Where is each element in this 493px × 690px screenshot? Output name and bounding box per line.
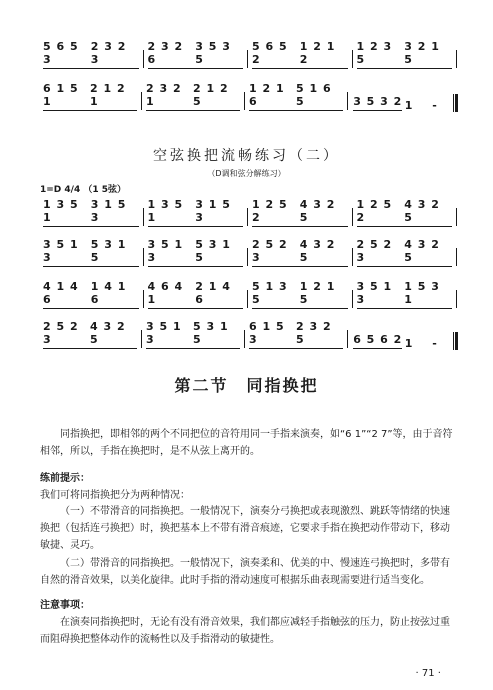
top-staff-row-2 (40, 82, 458, 112)
barline (141, 92, 142, 110)
intro-paragraph: 同指换把，即相邻的两个不同把位的音符用同一手指来演奏，如“6 1”“2 7”等，由于音符相邻，所以，手指在换把时，是不从弦上离开的。 (40, 429, 453, 457)
note-group: 2 1 2 5 (193, 82, 240, 112)
note-group: 3 1 5 3 (91, 198, 139, 228)
measure (349, 95, 449, 112)
note-group: 3 5 3 2 (353, 95, 402, 112)
measure (145, 238, 247, 268)
page-number: · 71 · (415, 668, 441, 679)
measure (145, 280, 247, 310)
measure (143, 82, 243, 112)
note-group: 2 5 2 3 (43, 320, 90, 350)
note-group: 5 3 1 5 (193, 320, 240, 350)
note-group: 4 1 4 6 (43, 280, 91, 310)
note-group: 1 3 5 1 (43, 198, 91, 228)
key-signature: 1=D 4/4 （1 5弦） (40, 185, 127, 195)
final-barline (453, 94, 458, 112)
barline (352, 208, 353, 226)
measure (354, 280, 456, 310)
note-group: 1 2 5 2 (252, 198, 300, 228)
barline (456, 290, 457, 308)
measure (249, 238, 351, 268)
barline (456, 50, 457, 68)
note-group: 1 2 3 5 (357, 40, 405, 70)
barline (141, 330, 142, 348)
top-staff-row-1 (40, 40, 458, 70)
note-group: 5 3 1 5 (91, 238, 139, 268)
note-group: 1 2 1 6 (249, 82, 296, 112)
exercise-row-4 (40, 320, 458, 350)
measure (40, 40, 142, 70)
note-group: 6 1 5 3 (249, 320, 296, 350)
note-group: 4 6 4 1 (148, 280, 196, 310)
tips-line-1: 我们可将同指换把分为两种情况： (40, 490, 190, 501)
measure (249, 40, 351, 70)
measure (246, 82, 346, 112)
barline (247, 50, 248, 68)
barline (352, 290, 353, 308)
barline (352, 248, 353, 266)
note-group: 2 3 2 6 (148, 40, 196, 70)
note-group: 4 3 2 5 (404, 238, 452, 268)
note-group: 4 3 2 5 (404, 198, 452, 228)
barline (244, 330, 245, 348)
barline (143, 50, 144, 68)
barline (143, 290, 144, 308)
measure (40, 238, 142, 268)
exercise-row-2 (40, 238, 458, 268)
note-group: 1 2 1 2 (300, 40, 348, 70)
note-group: 3 5 1 3 (43, 238, 91, 268)
section-title: 第二节 同指换把 (174, 376, 319, 395)
note-group: 3 5 1 3 (146, 320, 193, 350)
tips-line-3: （二）带滑音的同指换把。一般情况下，演奏柔和、优美的中、慢速连弓换把时，多带有自然的滑音效果，以美化旋律。此时手指的滑动速度可根据乐曲表现需要进行适当变化。 (40, 558, 450, 586)
note-group: 2 1 2 1 (90, 82, 137, 112)
note-group: 6 5 6 2 (353, 333, 402, 350)
barline (456, 208, 457, 226)
final-note: 1 - (404, 99, 445, 112)
measure (354, 198, 456, 228)
note-group: 3 1 5 3 (195, 198, 243, 228)
measure (145, 40, 247, 70)
measure (249, 198, 351, 228)
note-group: 4 3 2 5 (300, 238, 348, 268)
exercise-subtitle: （D调和弦分解练习） (207, 169, 286, 178)
note-group: 6 1 5 1 (43, 82, 90, 112)
tips-heading: 练前提示： (40, 473, 90, 484)
measure (143, 320, 243, 350)
measure (40, 320, 140, 350)
measure (40, 82, 140, 112)
note-group: 3 5 1 3 (148, 238, 196, 268)
note-group: 5 6 5 2 (252, 40, 300, 70)
exercise-row-1 (40, 198, 458, 228)
note-group: 5 6 5 3 (43, 40, 91, 70)
note-group: 1 2 1 5 (300, 280, 348, 310)
notes-heading: 注意事项： (40, 600, 90, 611)
note-group: 5 3 1 5 (195, 238, 243, 268)
note-group: 3 2 1 5 (404, 40, 452, 70)
barline (456, 248, 457, 266)
barline (247, 208, 248, 226)
note-group: 1 4 1 6 (91, 280, 139, 310)
barline (244, 92, 245, 110)
barline (247, 248, 248, 266)
barline (347, 330, 348, 348)
note-group: 2 3 2 3 (91, 40, 139, 70)
exercise-title: 空弦换把流畅练习（二） (153, 148, 340, 164)
note-group: 3 5 3 5 (195, 40, 243, 70)
measure (349, 333, 449, 350)
barline (143, 208, 144, 226)
note-group: 4 3 2 5 (90, 320, 137, 350)
measure (354, 238, 456, 268)
note-group: 1 5 3 1 (404, 280, 452, 310)
note-group: 2 3 2 5 (296, 320, 343, 350)
final-barline (453, 332, 458, 350)
measure (249, 280, 351, 310)
measure (145, 198, 247, 228)
note-group: 1 2 5 2 (357, 198, 405, 228)
final-note: 1 - (404, 337, 445, 350)
measure (246, 320, 346, 350)
note-group: 2 1 4 6 (195, 280, 243, 310)
notes-paragraph: 在演奏同指换把时，无论有没有滑音效果，我们都应减轻手指触弦的压力，防止按弦过重而阻碍换把整体动作的流畅性以及手指滑动的敏捷性。 (40, 617, 450, 645)
barline (347, 92, 348, 110)
barline (247, 290, 248, 308)
note-group: 4 3 2 5 (300, 198, 348, 228)
note-group: 1 3 5 1 (148, 198, 196, 228)
barline (143, 248, 144, 266)
note-group: 2 5 2 3 (252, 238, 300, 268)
note-group: 5 1 6 5 (296, 82, 343, 112)
measure (354, 40, 456, 70)
note-group: 2 3 2 1 (146, 82, 193, 112)
measure (40, 280, 142, 310)
note-group: 3 5 1 3 (357, 280, 405, 310)
note-group: 5 1 3 5 (252, 280, 300, 310)
measure (40, 198, 142, 228)
tips-line-2: （一）不带滑音的同指换把。一般情况下，演奏分弓换把或表现激烈、跳跃等情绪的快速换把（包括连弓换把）时，换把基本上不带有滑音痕迹，它要求手指在换把动作带动下，移动敏捷、灵巧。 (40, 506, 450, 551)
exercise-row-3 (40, 280, 458, 310)
note-group: 2 5 2 3 (357, 238, 405, 268)
barline (352, 50, 353, 68)
